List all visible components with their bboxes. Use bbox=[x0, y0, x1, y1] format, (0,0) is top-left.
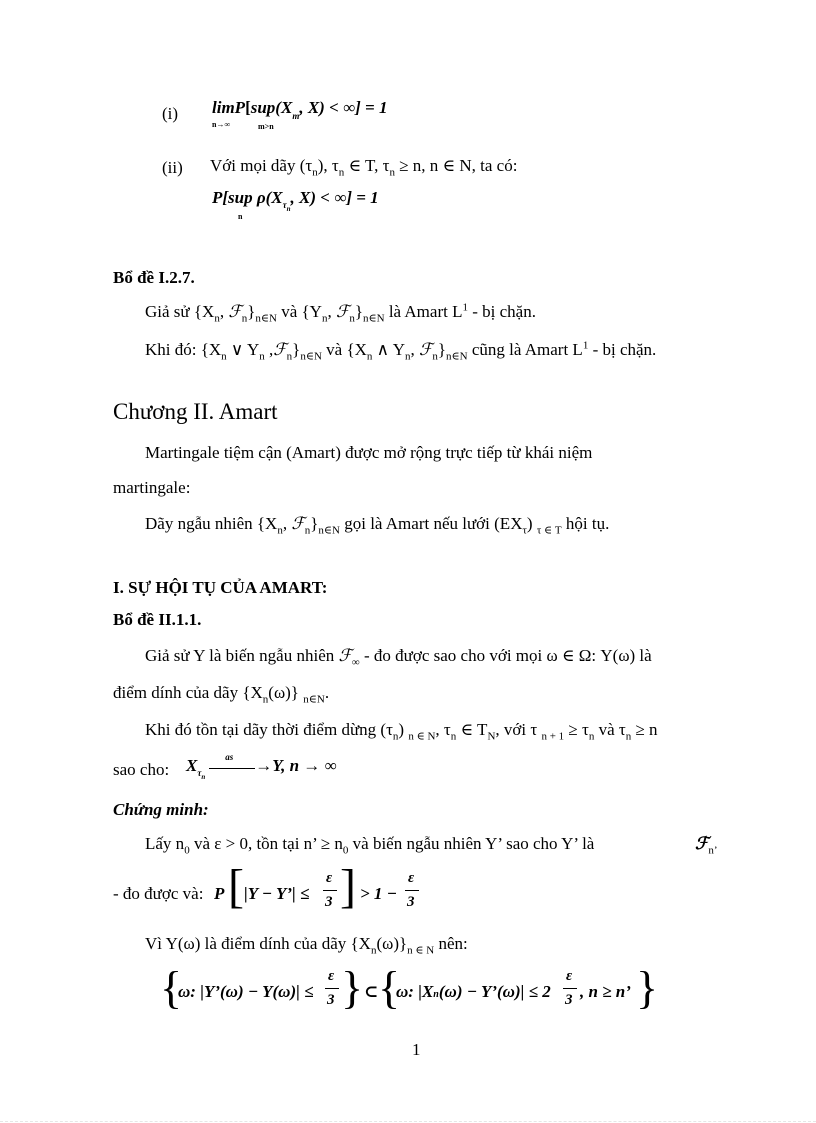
proof-p1a: Lấy $n_0$ và ε > 0, tồn tại n’ ≥ $n_0$ và biến ngẫu nhiên Y’ sao cho Y’ là bbox=[145, 834, 595, 857]
item-ii-formula: P[sup $\rho(X_{\tau_n}$, X) < ∞] = 1 bbox=[212, 188, 379, 213]
proof-title: Chứng minh: bbox=[113, 800, 209, 819]
item-i-under-sup: m>n bbox=[258, 122, 274, 131]
page-number: 1 bbox=[412, 1040, 421, 1059]
chapter-title: Chương II. Amart bbox=[113, 399, 278, 424]
page-bottom-divider bbox=[0, 1121, 816, 1122]
lemma-211-title: Bổ đề II.1.1. bbox=[113, 610, 202, 629]
lemma-127-title: Bổ đề I.2.7. bbox=[113, 268, 195, 287]
lemma-211-formula: $X_{\tau_n}$ as →Y, n → ∞ bbox=[186, 751, 337, 781]
section1-title: I. SỰ HỘI TỤ CỦA AMART: bbox=[113, 578, 328, 597]
proof-formula-2: { ω: |Y’(ω) − Y(ω)| ≤ ε 3 } ⊂ { ω: |Xn(ω) − Y’(ω)| ≤ 2 ε 3 , n ≥ n’ } bbox=[160, 962, 659, 1013]
lemma-211-p1b: điểm dính của dãy $\{X_n(\omega)\}$ $_{n\in N}$. bbox=[113, 683, 330, 706]
lemma-127-line2: Khi đó: {$X_n$ ∨ $Y_n$ $,ℱ_n\}_{n\in N}$ và {$X_n$ ∧ $Y_n$, $ℱ_n\}_{n\in N}$ cũng là Amart $L^1$ - bị chặn. bbox=[145, 339, 657, 363]
proof-p1a-tail: ℱ$_{n’}$ bbox=[695, 834, 718, 857]
lemma-211-p2a: Khi đó tồn tại dãy thời điểm dừng $(\tau_n)$ $_{n \in N}$, $\tau_n$ ∈ $T_N$, với τ $_{n + 1} \ge \tau_n$ và $\tau_n \ge n$ bbox=[145, 720, 658, 743]
item-i-formula: $\lim P[sup(X_m$, X) < ∞] = 1 bbox=[212, 98, 388, 121]
lemma-211-p1a: Giả sử Y là biến ngẫu nhiên ℱ$_\infty$ - đo được sao cho với mọi ω ∈ Ω: Y(ω) là bbox=[145, 646, 652, 669]
item-ii-under-sup: n bbox=[238, 212, 243, 221]
chapter-p1b: martingale: bbox=[113, 478, 191, 497]
proof-p1b-prefix: - đo được và: bbox=[113, 884, 204, 903]
item-i-under-lim: n→∞ bbox=[212, 120, 231, 129]
lemma-211-p2b-prefix: sao cho: bbox=[113, 760, 170, 779]
proof-p2: Vì Y(ω) là điểm dính của dãy $\{X_n(\omega)\}_{n \in N}$ nên: bbox=[145, 934, 468, 957]
lemma-127-line1: Giả sử {$X_n$, $ℱ_n\}_{n\in N}$ và {$Y_n$, $ℱ_n\}_{n\in N}$ là Amart $L^1$ - bị chặn. bbox=[145, 301, 536, 325]
item-ii-label: (ii) bbox=[162, 158, 183, 177]
item-ii-text: Với mọi dãy $(\tau_n)$, $\tau_n$ ∈ T, $\tau_n \ge n$, n ∈ N, ta có: bbox=[210, 156, 518, 179]
item-i-label: (i) bbox=[162, 104, 179, 123]
chapter-p1a: Martingale tiệm cận (Amart) được mở rộng trực tiếp từ khái niệm bbox=[145, 443, 593, 462]
chapter-p2: Dãy ngẫu nhiên {$X_n$, $ℱ_n\}_{n\in N}$ gọi là Amart nếu lưới $(EX_\tau)$ $_{\tau \in T}$ hội tụ. bbox=[145, 514, 610, 537]
